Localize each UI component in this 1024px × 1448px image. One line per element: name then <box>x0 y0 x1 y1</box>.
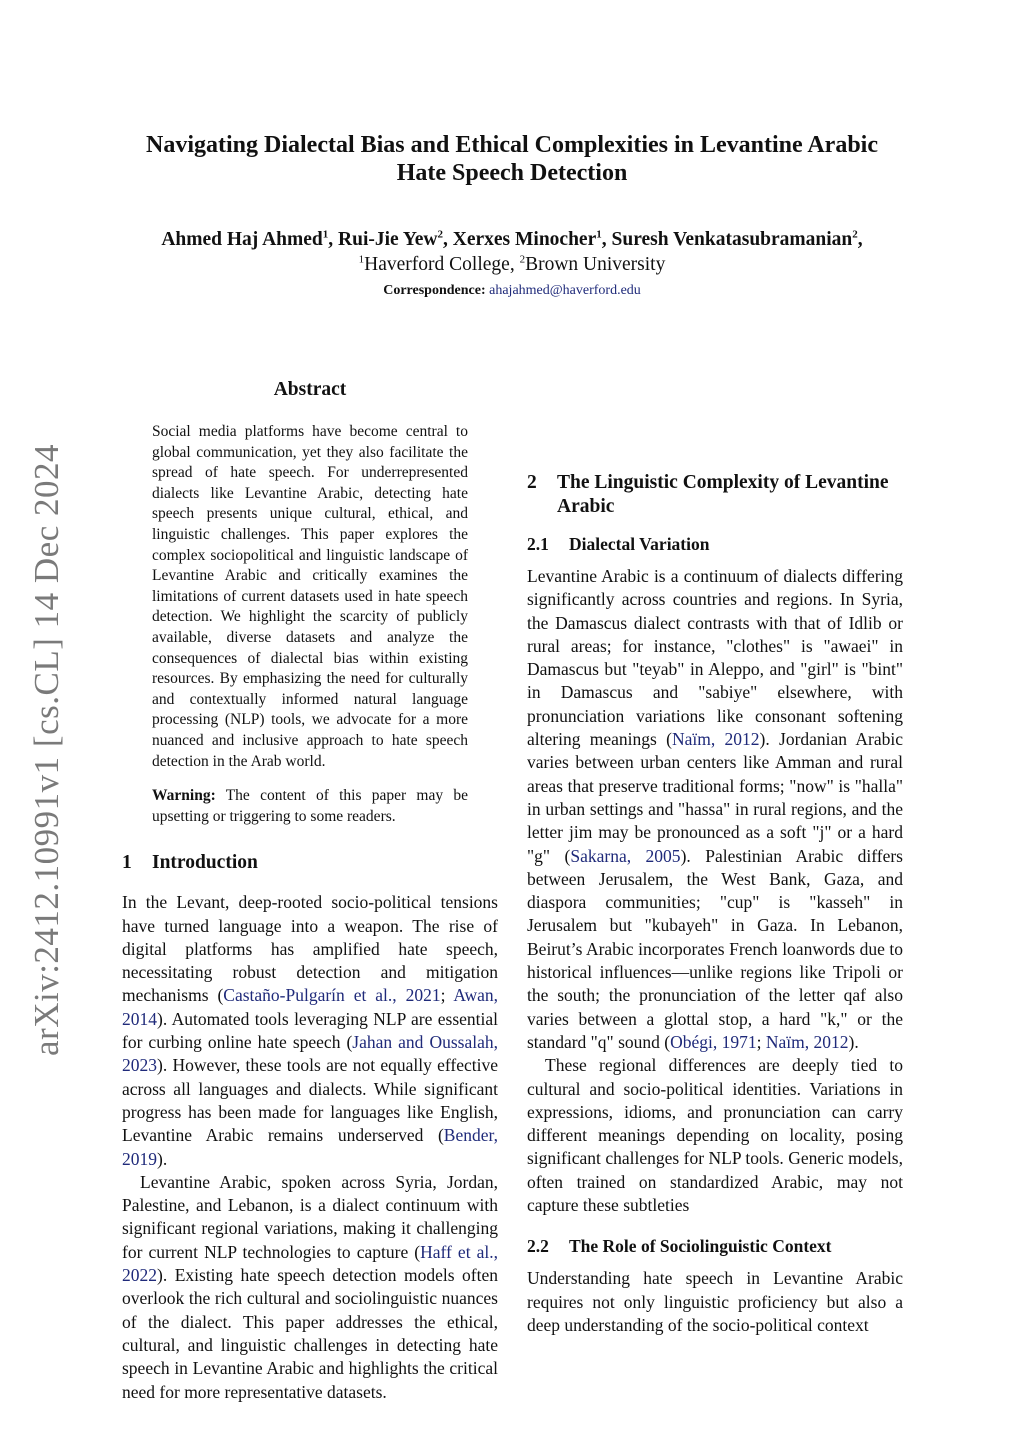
section-title: Introduction <box>152 852 258 874</box>
right-column <box>527 381 903 1337</box>
affiliation-name: Brown University <box>525 254 666 275</box>
arxiv-id: arXiv:2412.10991v1 [cs.CL] 14 Dec 2024 <box>27 444 67 1056</box>
affiliation-name: Haverford College <box>364 254 510 275</box>
abstract-text: Social media platforms have become central to global communication, yet they also facilitate the spread of hate speech. For underrepresented dialects like Levantine Arabic, detecting hate speech presents unique cultural, ethical, and linguistic challenges. This paper explores the complex sociopolitical and linguistic landscape of Levantine Arabic and critically examines the limitations of current datasets used in hate speech detection. We highlight the scarcity of publicly available, diverse datasets and analyze the consequences of dialectal bias within existing resources. By emphasizing the need for culturally and contextually informed natural language processing (NLP) tools, we advocate for a more nuanced and inclusive approach to hate speech detection in the Arab world. <box>152 423 468 770</box>
correspondence-email-link[interactable]: ahajahmed@haverford.edu <box>489 283 641 298</box>
correspondence-label: Correspondence: <box>383 283 486 298</box>
citation-link[interactable]: Awan, 2014 <box>122 985 498 1029</box>
subsection-number: 2.1 <box>527 534 549 554</box>
subsection-title: Dialectal Variation <box>569 534 710 554</box>
text-run: ). Jordanian Arabic varies between urban centers like Amman and rural areas that preserve traditional forms; "now" is "halla" in urban settings and "hassa" in rural regions, and the letter jim may be pronounced as a soft "j" or a hard "g" ( <box>527 729 903 866</box>
subsection-number: 2.2 <box>527 1236 549 1257</box>
text-run: ). <box>157 1148 168 1169</box>
text-run: ). However, these tools are not equally effective across all languages and dialects. While significant progress has been made for languages like English, Levantine Arabic remains underserved ( <box>122 1055 498 1146</box>
citation-link[interactable]: Haff et al., 2022 <box>122 1241 498 1286</box>
section-title: The Linguistic Complexity of Levantine Arabic <box>557 472 889 517</box>
dialectal-variation-paragraph-2: These regional differences are deeply tied to cultural and socio-political identities. Variations in expressions, idioms, and pronunciation can carry different meanings depending on locality, posing significant challenges for NLP tools. Generic models, often trained on standardized Arabic, may not capture these subtleties <box>527 1055 903 1216</box>
text-run: In the Levant, deep-rooted socio-political tensions have turned language into a weapon. The rise of digital platforms has amplified hate speech, necessitating robust detection and mitigation mechanisms ( <box>122 892 498 1006</box>
citation-link[interactable]: Sakarna, 2005 <box>570 845 681 866</box>
paper-title <box>112 131 912 187</box>
text-run: ). <box>848 1031 859 1052</box>
arxiv-sidebar-stamp <box>26 444 68 1056</box>
author-name: Suresh Venkatasubramanian <box>611 229 853 250</box>
subsection-title: The Role of Sociolinguistic Context <box>569 1236 832 1257</box>
text-run: ; <box>756 1031 766 1052</box>
text-run: ). Existing hate speech detection models often overlook the rich cultural and sociolinguistic nuances of the dialect. This paper addresses the ethical, cultural, and linguistic challenges in detecting hate speech in Levantine Arabic and highlights the critical need for more representative datasets. <box>122 1265 498 1402</box>
citation-link[interactable]: Naïm, 2012 <box>765 1031 849 1052</box>
citation-link[interactable]: Castaño-Pulgarín et al., 2021 <box>223 985 441 1006</box>
sociolinguistic-context-paragraph-1: Understanding hate speech in Levantine Arabic requires not only linguistic proficiency but also a deep understanding of the socio-political context <box>527 1268 903 1335</box>
author-list: Ahmed Haj Ahmed$^1$, Rui-Jie Yew$^2$, Xerxes Minocher$^1$, Suresh Venkatasubramanian$^2$, <box>161 228 863 250</box>
title-line-1: Navigating Dialectal Bias and Ethical Complexities in Levantine Arabic <box>145 132 878 158</box>
title-line-2: Hate Speech Detection <box>396 160 628 186</box>
abstract-heading: Abstract <box>273 379 347 400</box>
section-heading-introduction <box>122 851 498 875</box>
warning-label: Warning: <box>152 787 216 805</box>
left-column <box>122 378 498 1404</box>
text-run: ; <box>440 985 454 1006</box>
text-run: Levantine Arabic, spoken across Syria, Jordan, Palestine, and Lebanon, is a dialect continuum with significant regional variations, making it challenging for current NLP technologies to capture ( <box>122 1171 498 1262</box>
affiliation-number: 2 <box>519 253 526 266</box>
abstract-warning <box>152 786 468 827</box>
author-affiliation-mark: 1 <box>596 228 602 241</box>
intro-paragraph-1 <box>122 891 498 1171</box>
section-number: 2 <box>527 472 537 493</box>
text-run: ). Automated tools leveraging NLP are essential for curbing online hate speech ( <box>122 1008 498 1053</box>
citation-link[interactable]: Naïm, 2012 <box>671 729 760 750</box>
author-affiliation-mark: 2 <box>437 228 443 241</box>
affiliation-number: 1 <box>358 253 365 266</box>
citation-link[interactable]: Obégi, 1971 <box>670 1031 757 1052</box>
affiliations: $^1$Haverford College, $^2$Brown University <box>358 253 666 275</box>
warning-text: The content of this paper may be upsetting or triggering to some readers. <box>152 787 468 825</box>
author-name: Ahmed Haj Ahmed <box>161 229 323 250</box>
author-affiliation-mark: 1 <box>322 228 329 241</box>
author-name: Xerxes Minocher <box>452 229 597 250</box>
subsection-heading-dialectal-variation <box>527 533 903 555</box>
intro-paragraph-2 <box>122 1171 498 1404</box>
section-number: 1 <box>122 852 132 874</box>
correspondence <box>112 283 912 299</box>
subsection-heading-sociolinguistic-context <box>527 1235 903 1257</box>
dialectal-variation-paragraph-1 <box>527 565 903 1054</box>
text-run: ). Palestinian Arabic differs between Jerusalem, the West Bank, Gaza, and diaspora communities; "cup" is "kasseh" in Jerusalem but "kubayeh" in Gaza. In Lebanon, Beirut’s Arabic incorporates French loanwords due to historical influences—unlike regions like Tripoli or the south; the pronunciation of the letter qaf also varies between a glottal stop, a hard "k," or the standard "q" sound ( <box>527 845 903 1052</box>
author-affiliation-mark: 2 <box>852 228 858 241</box>
text-run: Levantine Arabic is a continuum of dialects differing significantly across countries and regions. In Syria, the Damascus dialect contrasts with that of Idlib or rural areas; for instance, "clothes" is "awaei" in Damascus but "teyab" in Aleppo, and "girl" is "bint" in Damascus and "sabiye" elsewhere, with pronunciation variations like consonant softening altering meanings ( <box>527 566 903 750</box>
citation-link[interactable]: Jahan and Oussalah, 2023 <box>122 1032 498 1076</box>
citation-link[interactable]: Bender, 2019 <box>122 1125 498 1169</box>
section-heading-linguistic-complexity <box>527 471 903 519</box>
author-name: Rui-Jie Yew <box>338 229 438 250</box>
